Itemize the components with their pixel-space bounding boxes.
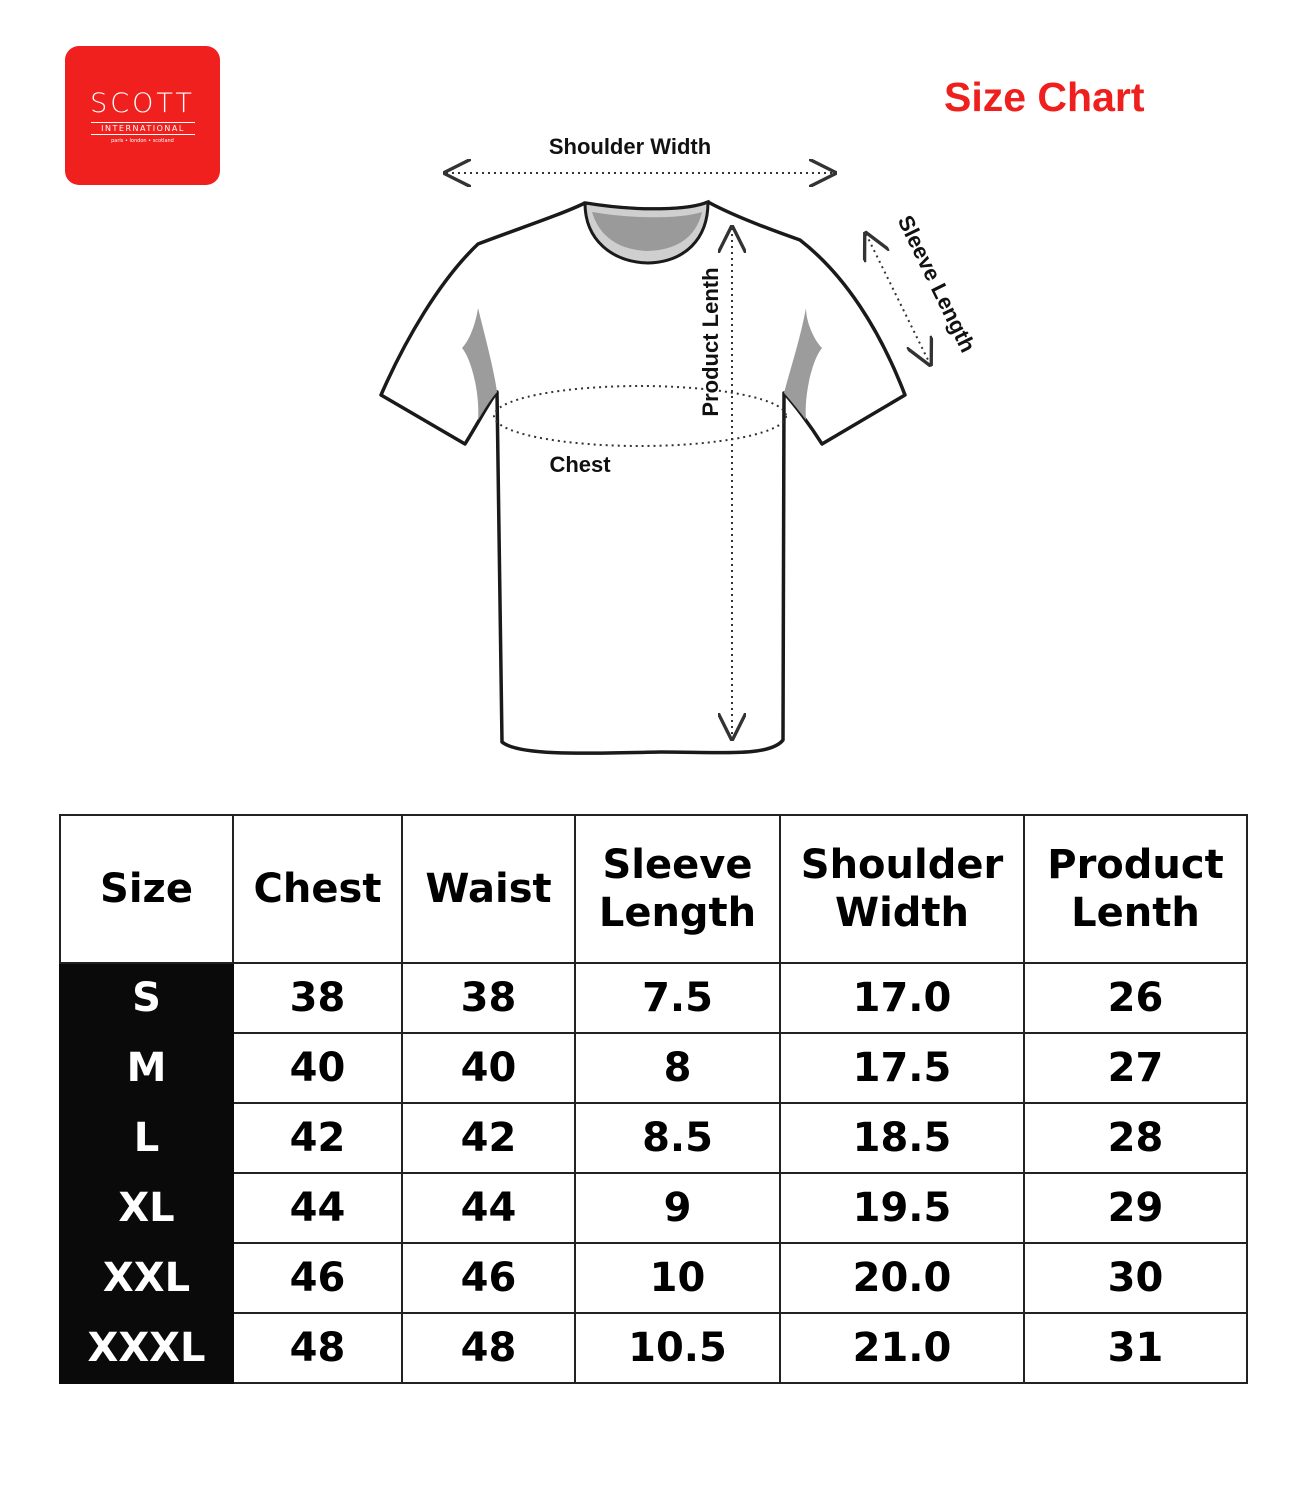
page-title: Size Chart [944, 74, 1145, 120]
shoulder-cell: 17.5 [780, 1033, 1024, 1103]
product-length-cell: 26 [1024, 963, 1247, 1033]
header-product-length: Product Lenth [1024, 815, 1247, 963]
size-cell: XL [60, 1173, 233, 1243]
brand-subtitle: INTERNATIONAL [91, 122, 195, 135]
header-chest: Chest [233, 815, 402, 963]
product-length-cell: 31 [1024, 1313, 1247, 1383]
waist-cell: 38 [402, 963, 575, 1033]
waist-cell: 48 [402, 1313, 575, 1383]
header-shoulder-width: Shoulder Width [780, 815, 1024, 963]
sleeve-length-label: Sleeve Length [892, 211, 981, 357]
tshirt-outline [381, 202, 905, 753]
table-row [60, 1173, 1247, 1243]
sleeve-cell: 8.5 [575, 1103, 780, 1173]
brand-name: SCOTT [90, 88, 195, 119]
chest-cell: 48 [233, 1313, 402, 1383]
sleeve-cell: 9 [575, 1173, 780, 1243]
size-cell: XXL [60, 1243, 233, 1313]
shoulder-cell: 19.5 [780, 1173, 1024, 1243]
sleeve-cell: 10 [575, 1243, 780, 1313]
product-length-label: Product Lenth [698, 267, 723, 417]
product-length-cell: 30 [1024, 1243, 1247, 1313]
brand-tagline: paris • london • scotland [111, 138, 174, 144]
chest-cell: 46 [233, 1243, 402, 1313]
header-size: Size [60, 815, 233, 963]
shoulder-width-label: Shoulder Width [548, 134, 712, 159]
size-cell: S [60, 963, 233, 1033]
table-row [60, 963, 1247, 1033]
table-row [60, 1103, 1247, 1173]
shoulder-cell: 21.0 [780, 1313, 1024, 1383]
product-length-cell: 29 [1024, 1173, 1247, 1243]
sleeve-cell: 8 [575, 1033, 780, 1103]
chest-cell: 40 [233, 1033, 402, 1103]
table-row [60, 1243, 1247, 1313]
table-row [60, 1033, 1247, 1103]
shoulder-cell: 17.0 [780, 963, 1024, 1033]
product-length-cell: 27 [1024, 1033, 1247, 1103]
product-length-cell: 28 [1024, 1103, 1247, 1173]
waist-cell: 46 [402, 1243, 575, 1313]
table-row [60, 1313, 1247, 1383]
sleeve-cell: 10.5 [575, 1313, 780, 1383]
sleeve-cell: 7.5 [575, 963, 780, 1033]
size-cell: XXXL [60, 1313, 233, 1383]
chest-cell: 42 [233, 1103, 402, 1173]
size-table [59, 814, 1248, 1384]
waist-cell: 42 [402, 1103, 575, 1173]
chest-cell: 44 [233, 1173, 402, 1243]
size-cell: M [60, 1033, 233, 1103]
shoulder-cell: 18.5 [780, 1103, 1024, 1173]
waist-cell: 44 [402, 1173, 575, 1243]
table-header-row [60, 815, 1247, 963]
header-sleeve-length: Sleeve Length [575, 815, 780, 963]
size-cell: L [60, 1103, 233, 1173]
chest-cell: 38 [233, 963, 402, 1033]
shoulder-cell: 20.0 [780, 1243, 1024, 1313]
header-waist: Waist [402, 815, 575, 963]
waist-cell: 40 [402, 1033, 575, 1103]
chest-label: Chest [549, 452, 611, 477]
